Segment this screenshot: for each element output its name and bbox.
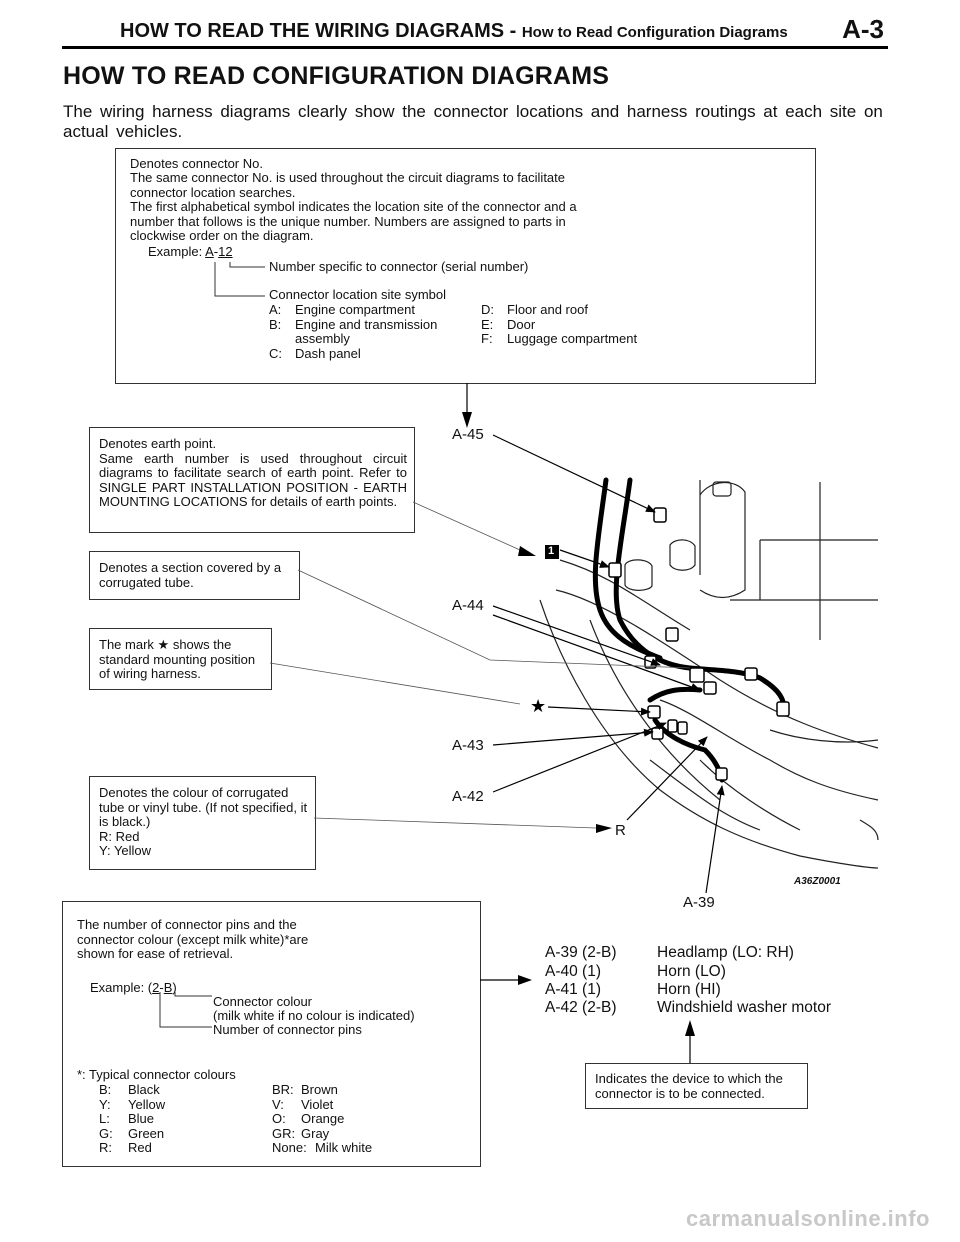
header-section: HOW TO READ THE WIRING DIAGRAMS - (120, 20, 517, 42)
connector-example: Example: A-12 (148, 244, 233, 259)
colour-note: (milk white if no colour is indicated) (213, 1008, 415, 1023)
example-serial-number: 12 (218, 244, 233, 259)
callout-colour-r: R (615, 822, 626, 839)
earth-arrowhead (518, 546, 536, 556)
figure-code: A36Z0001 (794, 876, 841, 887)
star-mark-icon: ★ (530, 696, 547, 717)
header-subsection: How to Read Configuration Diagrams (521, 24, 788, 41)
colour-item: GR: Gray (272, 1125, 330, 1141)
device-box-text: Indicates the device to which the connector is to be connected. (595, 1071, 783, 1101)
corrugated-box-text: Denotes a section covered by a corrugated tube. (99, 560, 282, 590)
device-row: A-42 (2-B) Windshield washer motor (545, 999, 832, 1016)
star-icon: ★ (157, 637, 170, 652)
connector-box-heading: Denotes connector No. (130, 156, 263, 171)
device-row: A-39 (2-B) Headlamp (LO: RH) (545, 944, 794, 961)
site-desc: Connector location site symbol (269, 287, 447, 302)
colour-item: R: Red (99, 1140, 152, 1155)
connector-box-text: The same connector No. is used throughout the circuit diagrams to facilitate connector location searches. The first alphabetical symbol indicates the location site of the connector and a number that follows is the unique number. Numbers are assigned to parts in clockwise order on the diagram. (130, 170, 577, 243)
colour-item: O: Orange (272, 1111, 345, 1126)
example-connector-colour: B (163, 980, 173, 995)
colour-item: Y: Yellow (99, 1096, 166, 1112)
pins-example: Example: (2-B) (90, 980, 177, 995)
pins-to-device-arrow (480, 975, 532, 985)
site-item: B: Engine and transmission assembly (269, 316, 438, 346)
colour-item: G: Green (99, 1125, 165, 1141)
colour-item: B: Black (99, 1082, 160, 1097)
site-item: A: Engine compartment (269, 302, 415, 317)
page-title: HOW TO READ CONFIGURATION DIAGRAMS (63, 62, 610, 90)
colour-arrowhead (596, 824, 612, 833)
callout-a43: A-43 (452, 737, 484, 754)
colour-item: None: Milk white (272, 1140, 373, 1155)
engine-bay-sketch (540, 480, 878, 868)
colour-item: V: Violet (272, 1096, 334, 1112)
earth-number: 1 (548, 545, 555, 557)
device-box-arrow (685, 1020, 695, 1063)
box-leaders (270, 502, 690, 828)
pins-box-text: The number of connector pins and the connector colour (except milk white)*are shown for ease of retrieval. (77, 917, 309, 961)
mark-box-text: The mark ★ shows the standard mounting position of wiring harness. (99, 637, 256, 681)
callout-a44: A-44 (452, 597, 484, 614)
earth-box-text: Denotes earth point. Same earth number is used throughout circuit diagrams to facilitate search of earth point. Refer to SINGLE PART INSTALLATION POSITION - EARTH MOUNTING LOCATIONS for details of earth points. (99, 436, 407, 509)
callout-a39: A-39 (683, 894, 715, 911)
pins-desc: Number of connector pins (213, 1022, 362, 1037)
example-pin-count: 2 (152, 980, 160, 995)
watermark: carmanualsonline.info (686, 1206, 930, 1231)
colour-box-text: Denotes the colour of corrugated tube or vinyl tube. (If not specified, it is black.) R: Red Y: Yellow (99, 785, 308, 858)
connector-box-arrow (462, 383, 472, 428)
callout-a42: A-42 (452, 788, 484, 805)
colour-desc: Connector colour (213, 994, 312, 1009)
intro-paragraph: The wiring harness diagrams clearly show the connector locations and harness routings at each site on actual vehicles. (63, 102, 883, 141)
site-item: F: Luggage compartment (481, 331, 638, 346)
site-item: E: Door (481, 316, 536, 332)
callout-leaders (493, 435, 722, 893)
typical-colours-heading: *: Typical connector colours (77, 1067, 236, 1082)
site-item: C: Dash panel (269, 345, 361, 361)
callout-a45: A-45 (452, 426, 484, 443)
device-row: A-40 (1) Horn (LO) (545, 963, 726, 980)
pins-example-leaders (160, 992, 212, 1027)
number-desc: Number specific to connector (serial number) (269, 259, 529, 274)
device-row: A-41 (1) Horn (HI) (545, 981, 721, 998)
colour-item: BR: Brown (272, 1082, 338, 1097)
connector-example-leaders (215, 262, 265, 296)
page-number: A-3 (842, 14, 884, 44)
colour-item: L: Blue (99, 1111, 155, 1126)
site-item: D: Floor and roof (481, 302, 588, 317)
example-site-letter: A (205, 244, 214, 259)
